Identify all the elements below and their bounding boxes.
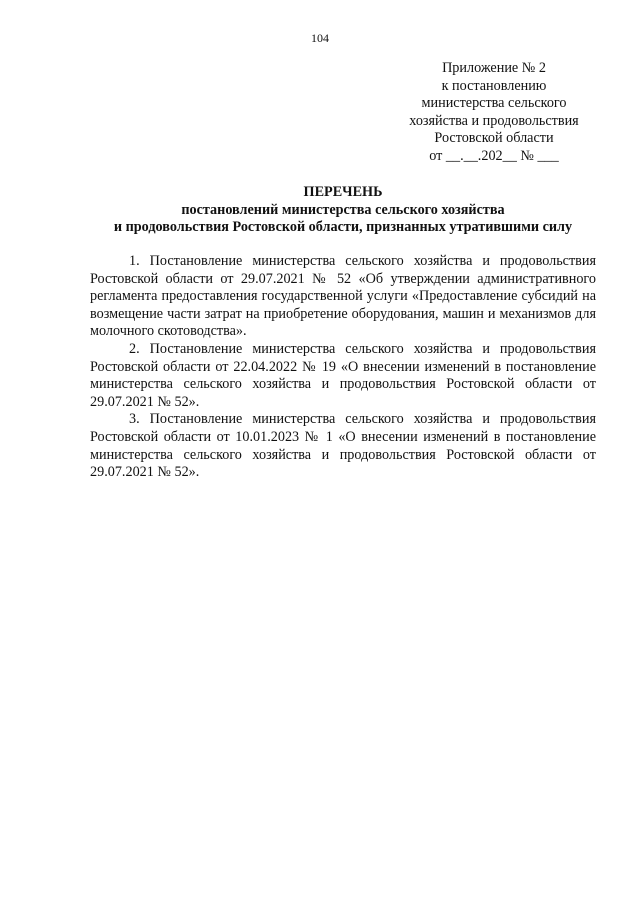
appendix-line-ministry: министерства сельского xyxy=(421,95,567,111)
document-title xyxy=(60,184,626,237)
title-heading: ПЕРЕЧЕНЬ xyxy=(303,184,383,200)
appendix-header xyxy=(395,60,593,165)
page-number: 104 xyxy=(311,31,329,45)
list-item-3: 3. Постановление министерства сельского хозяйства и продовольствия Ростовской области от 10.01.2023 № 1 «О внесении изменений в постановление министерства сельского хозяйства и продовольствия Ростовской области от 29.07.2021 № 52». xyxy=(90,411,596,481)
appendix-line-resolution: к постановлению xyxy=(441,77,547,94)
appendix-line-agriculture: хозяйства и продовольствия xyxy=(409,112,579,129)
list-item-1: 1. Постановление министерства сельского хозяйства и продовольствия Ростовской области от 29.07.2021 № 52 «Об утверждении административного регламента предоставления государственной услуги «Предоставление субсидий на возмещение части затрат на приобретение оборудования, машин и механизмов для молочного скотоводства». xyxy=(90,253,596,340)
appendix-line-date: от __.__.202__ № ___ xyxy=(429,147,559,164)
list-item-2: 2. Постановление министерства сельского хозяйства и продовольствия Ростовской области от 22.04.2022 № 19 «О внесении изменений в постановление министерства сельского хозяйства и продовольствия Ростовской области от 29.07.2021 № 52». xyxy=(90,340,596,410)
document-body xyxy=(90,253,596,482)
appendix-line-number: Приложение № 2 xyxy=(442,60,546,76)
title-line-2: постановлений министерства сельского хозяйства xyxy=(181,201,505,218)
title-line-3: и продовольствия Ростовской области, признанных утратившими силу xyxy=(113,219,573,235)
appendix-line-region: Ростовской области xyxy=(434,130,554,146)
